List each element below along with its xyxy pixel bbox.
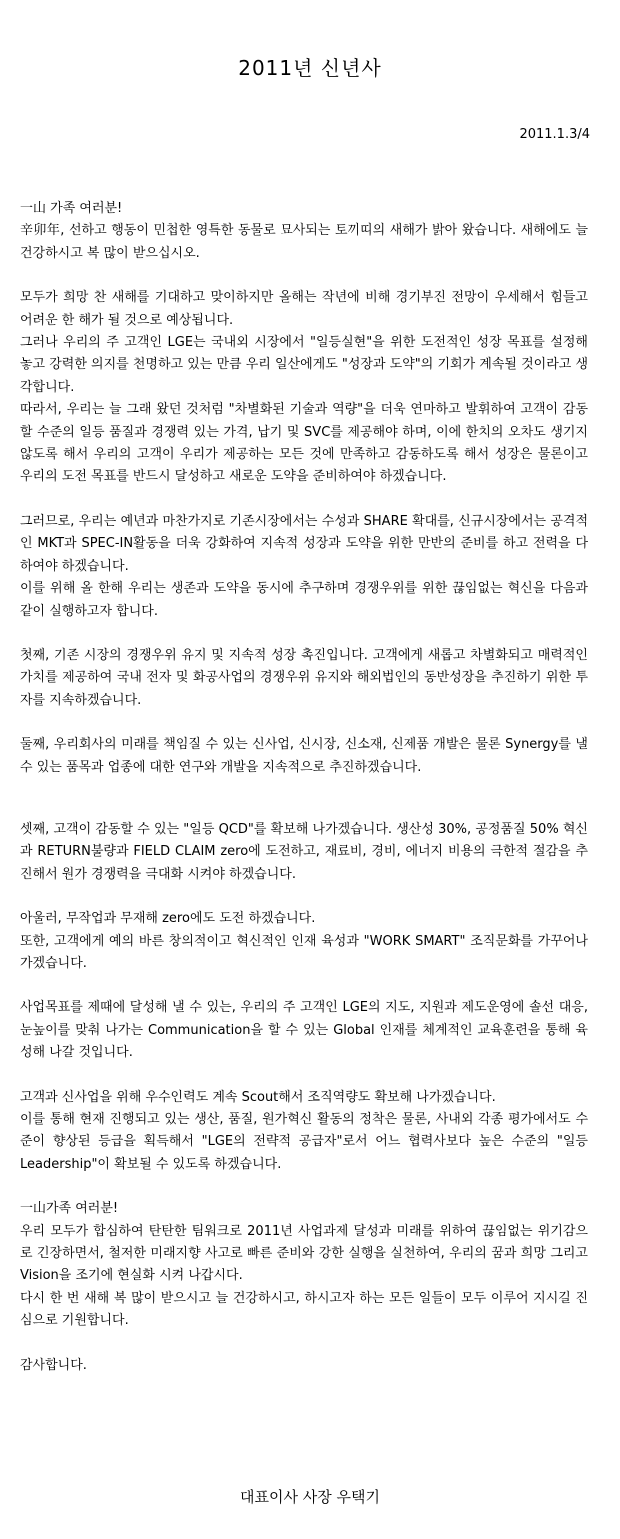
paragraph-second: 둘째, 우리회사의 미래를 책임질 수 있는 신사업, 신시장, 신소재, 신제품 개발은 물론 Synergy를 낼 수 있는 품목과 업종에 대한 연구와 개발을 지속적으로 추진하겠습니다.: [20, 737, 588, 775]
thanks: 감사합니다.: [20, 1357, 87, 1373]
letter-date: 2011.1.3/4: [519, 127, 590, 142]
page-title: 2011년 신년사: [238, 56, 382, 80]
paragraph: 모두가 희망 찬 새해를 기대하고 맞이하지만 올해는 작년에 비해 경기부진 전망이 우세해서 힘들고 어려운 한 해가 될 것으로 예상됩니다.: [20, 290, 588, 328]
paragraph-first: 첫째, 기존 시장의 경쟁우위 유지 및 지속적 성장 촉진입니다. 고객에게 새롭고 차별화되고 매력적인 가치를 제공하여 국내 전자 및 화공사업의 경쟁우위 유지와 해외법인의 동반성장을 추진하기 위한 투자를 지속하겠습니다.: [20, 647, 588, 708]
paragraph: 사업목표를 제때에 달성해 낼 수 있는, 우리의 주 고객인 LGE의 지도, 지원과 제도운영에 솔선 대응, 눈높이를 맞춰 나가는 Communication을 할 수 있는 Global 인재를 체계적인 교육훈련을 통해 육성해 나갈 것입니다.: [20, 1000, 588, 1061]
paragraph: 그러므로, 우리는 예년과 마찬가지로 기존시장에서는 수성과 SHARE 확대를, 신규시장에서는 공격적인 MKT과 SPEC-IN활동을 더욱 강화하여 지속적 성장과 도약을 위한 만반의 준비를 하고 전력을 다하여야 하겠습니다.: [20, 513, 588, 574]
paragraph: 아울러, 무작업과 무재해 zero에도 도전 하겠습니다.: [20, 911, 316, 927]
paragraph: 따라서, 우리는 늘 그래 왔던 것처럼 "차별화된 기술과 역량"을 더욱 연마하고 발휘하여 고객이 감동할 수준의 일등 품질과 경쟁력 있는 가격, 납기 및 SVC를 제공해야 하며, 이에 한치의 오차도 생기지 않도록 해서 우리의 고객이 우리가 제공하는 모든 것에 만족하고 감동하도록 해서 성장은 물론이고 우리의 도전 목표를 반드시 달성하고 새로운 도약을 준비하여야 하겠습니다.: [20, 402, 588, 485]
closing-greeting: 一山가족 여러분!: [20, 1201, 119, 1217]
paragraph: 辛卯年, 선하고 행동이 민첩한 영특한 동물로 묘사되는 토끼띠의 새해가 밝아 왔습니다. 새해에도 늘 건강하시고 복 많이 받으십시오.: [20, 223, 588, 261]
paragraph: 고객과 신사업을 위해 우수인력도 계속 Scout해서 조직역량도 확보해 나가겠습니다.: [20, 1089, 496, 1105]
paragraph: 다시 한 번 새해 복 많이 받으시고 늘 건강하시고, 하시고자 하는 모든 일들이 모두 이루어 지시길 진심으로 기원합니다.: [20, 1290, 588, 1329]
paragraph-third: 셋째, 고객이 감동할 수 있는 "일등 QCD"를 확보해 나가겠습니다. 생산성 30%, 공정품질 50% 혁신과 RETURN불량과 FIELD CLAIM zero에 도전하고, 재료비, 경비, 에너지 비용의 극한적 절감을 추진해서 원가 경쟁력을 극대화 시켜야 하겠습니다.: [20, 821, 588, 882]
signature: 대표이사 사장 우택기: [240, 1488, 380, 1506]
letter-body: [20, 198, 588, 1377]
paragraph: 그러나 우리의 주 고객인 LGE는 국내외 시장에서 "일등실현"을 위한 도전적인 성장 목표를 설정해 놓고 강력한 의지를 천명하고 있는 만큼 우리 일산에게도 "성장과 도약"의 기회가 계속될 것이라고 생각합니다.: [20, 335, 588, 395]
paragraph: 우리 모두가 합심하여 탄탄한 팀워크로 2011년 사업과제 달성과 미래를 위하여 끊임없는 위기감으로 긴장하면서, 철저한 미래지향 사고로 빠른 준비와 강한 실행을 실천하여, 우리의 꿈과 희망 그리고 Vision을 조기에 현실화 시켜 나갑시다.: [20, 1223, 588, 1284]
paragraph: 이를 위해 올 한해 우리는 생존과 도약을 동시에 추구하며 경쟁우위를 위한 끊임없는 혁신을 다음과 같이 실행하고자 합니다.: [20, 581, 588, 619]
paragraph: 이를 통해 현재 진행되고 있는 생산, 품질, 원가혁신 활동의 정착은 물론, 사내외 각종 평가에서도 수준이 향상된 등급을 획득해서 "LGE의 전략적 공급자"로서 어느 협력사보다 높은 수준의 "일등 Leadership"이 확보될 수 있도록 하겠습니다.: [20, 1112, 588, 1172]
greeting: 一山 가족 여러분!: [20, 201, 123, 216]
paragraph: 또한, 고객에게 예의 바른 창의적이고 혁신적인 인재 육성과 "WORK SMART" 조직문화를 가꾸어나가겠습니다.: [20, 933, 588, 971]
